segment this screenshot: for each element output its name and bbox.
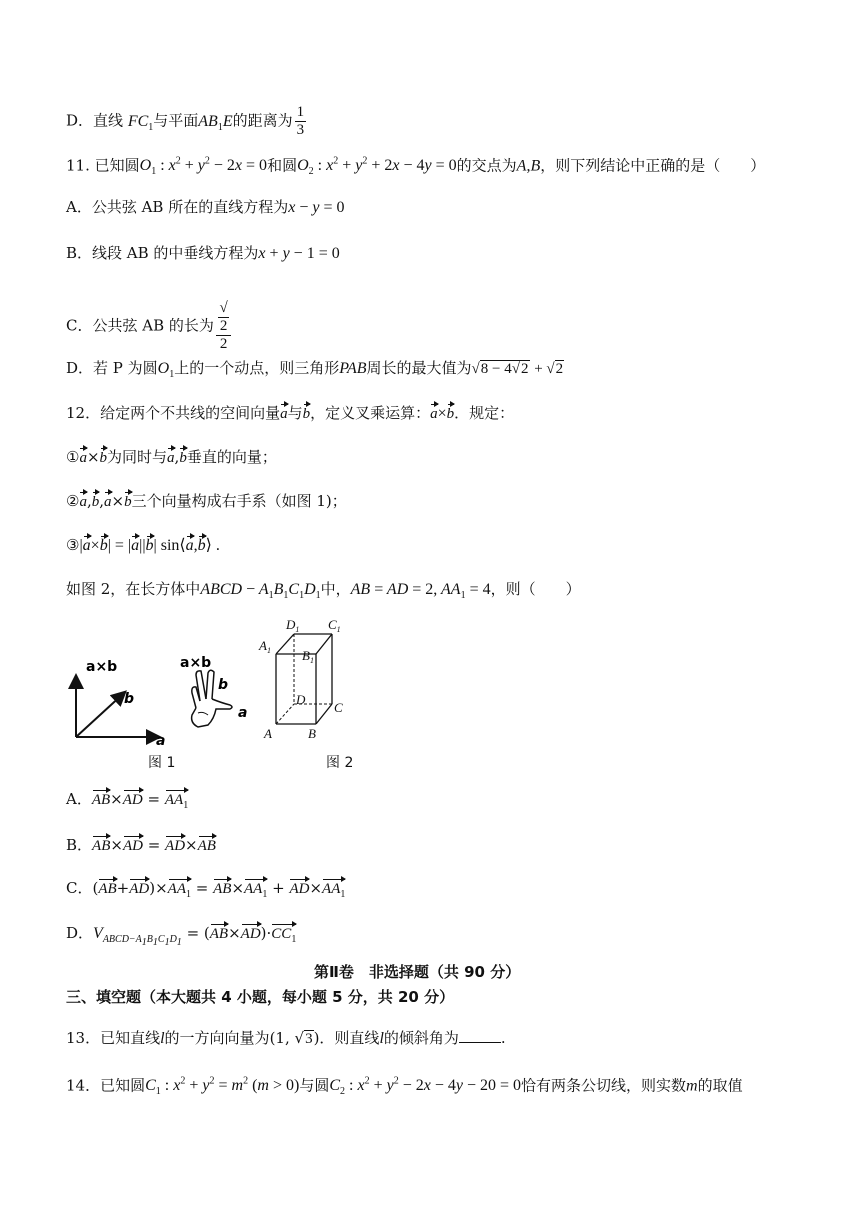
svg-text:C1: $C_1$ — [328, 617, 341, 634]
svg-text:b: b — [218, 677, 229, 693]
q12-rule-2: ②a,b,a×b三个向量构成右手系（如图 1)； — [66, 492, 347, 510]
q14: 14．已知圆$C_1$ : $x^2 + y^2 = m^2$ (m > 0)与圆$C_2$ : $x^2 + y^2 - 2x - 4y - 20 = 0$恰有两条公切线，则实数m的取值 — [66, 1076, 743, 1098]
figure-2-caption: 图 2 — [326, 755, 354, 771]
q12-option-d: D．$V_{ABCD-A_1B_1C_1D_1} = (AB\times AD)\cdot CC_1$ — [66, 924, 297, 949]
svg-text:D: D — [296, 692, 306, 707]
q12-option-c: C．$(AB+AD)\times AA_1 = AB\times AA_1 + AD\times AA_1$ — [66, 878, 345, 905]
q13-answer-blank[interactable] — [459, 1028, 501, 1043]
q13: 13．已知直线l的一方向向量为(1, √3)．则直线l的倾斜角为 . — [66, 1029, 506, 1047]
part-2-title: 第Ⅱ卷 非选择题（共 90 分） — [314, 963, 521, 981]
section-3-title: 三、填空题（本大题共 4 小题，每小题 5 分，共 20 分） — [66, 988, 455, 1006]
figure-1-axes — [66, 655, 176, 750]
q11-option-b: B．线段 AB 的中垂线方程为x + y − 1 = 0 — [66, 244, 340, 262]
svg-text:A: A — [264, 726, 272, 741]
q11-stem: 11. 已知圆$O_1$ : $x^2 + y^2 - 2x = 0$和圆$O_2$ : $x^2 + y^2 + 2x - 4y = 0$的交点为A,B，则下列结论中正确的是（ ） — [66, 156, 766, 178]
svg-text:a×b: a×b — [180, 655, 212, 671]
q12-rule-1: ①a×b为同时与a,b垂直的向量； — [66, 448, 277, 466]
svg-text:a: a — [238, 705, 248, 721]
svg-text:D1: $D_1$ — [286, 617, 300, 634]
q11-option-a: A．公共弦 AB 所在的直线方程为x − y = 0 — [66, 198, 345, 216]
svg-text:A1: $A_1$ — [259, 638, 271, 655]
q12-option-b: B．AB×AD = AD×AB — [66, 836, 216, 854]
q10-option-d: D．直线 $FC_1$与平面$AB_1E$的距离为 $\frac{1}{3}$ — [66, 104, 305, 138]
svg-text:a×b: a×b — [86, 659, 118, 675]
q12-rule-3: ③|a×b| = |a||b| sin⟨a,b⟩ . — [66, 536, 220, 554]
q12-figure-setup: 如图 2，在长方体中ABCD − $A_1B_1C_1D_1$中，AB = AD = 2, $AA_1 = 4$，则（ ） — [66, 580, 581, 602]
svg-text:C: C — [334, 700, 343, 715]
figure-1-right-hand-icon — [178, 653, 258, 738]
svg-text:b: b — [124, 691, 135, 707]
svg-text:a: a — [156, 733, 166, 749]
q11-option-d: D．若 P 为圆$O_1$上的一个动点，则三角形PAB周长的最大值为√8 − 4√2 + √2 — [66, 359, 564, 381]
q12-stem: 12．给定两个不共线的空间向量a与b，定义叉乘运算：a×b．规定： — [66, 404, 515, 422]
q11-option-c: C．公共弦 AB 的长为 √ 2 2 — [66, 300, 233, 353]
figure-1-caption: 图 1 — [148, 755, 176, 771]
figure-2-cuboid — [256, 614, 356, 744]
svg-text:B1: $B_1$ — [302, 648, 314, 665]
svg-text:B: B — [308, 726, 316, 741]
q12-option-a: A．$AB\times AD = AA_1$ — [66, 789, 188, 816]
